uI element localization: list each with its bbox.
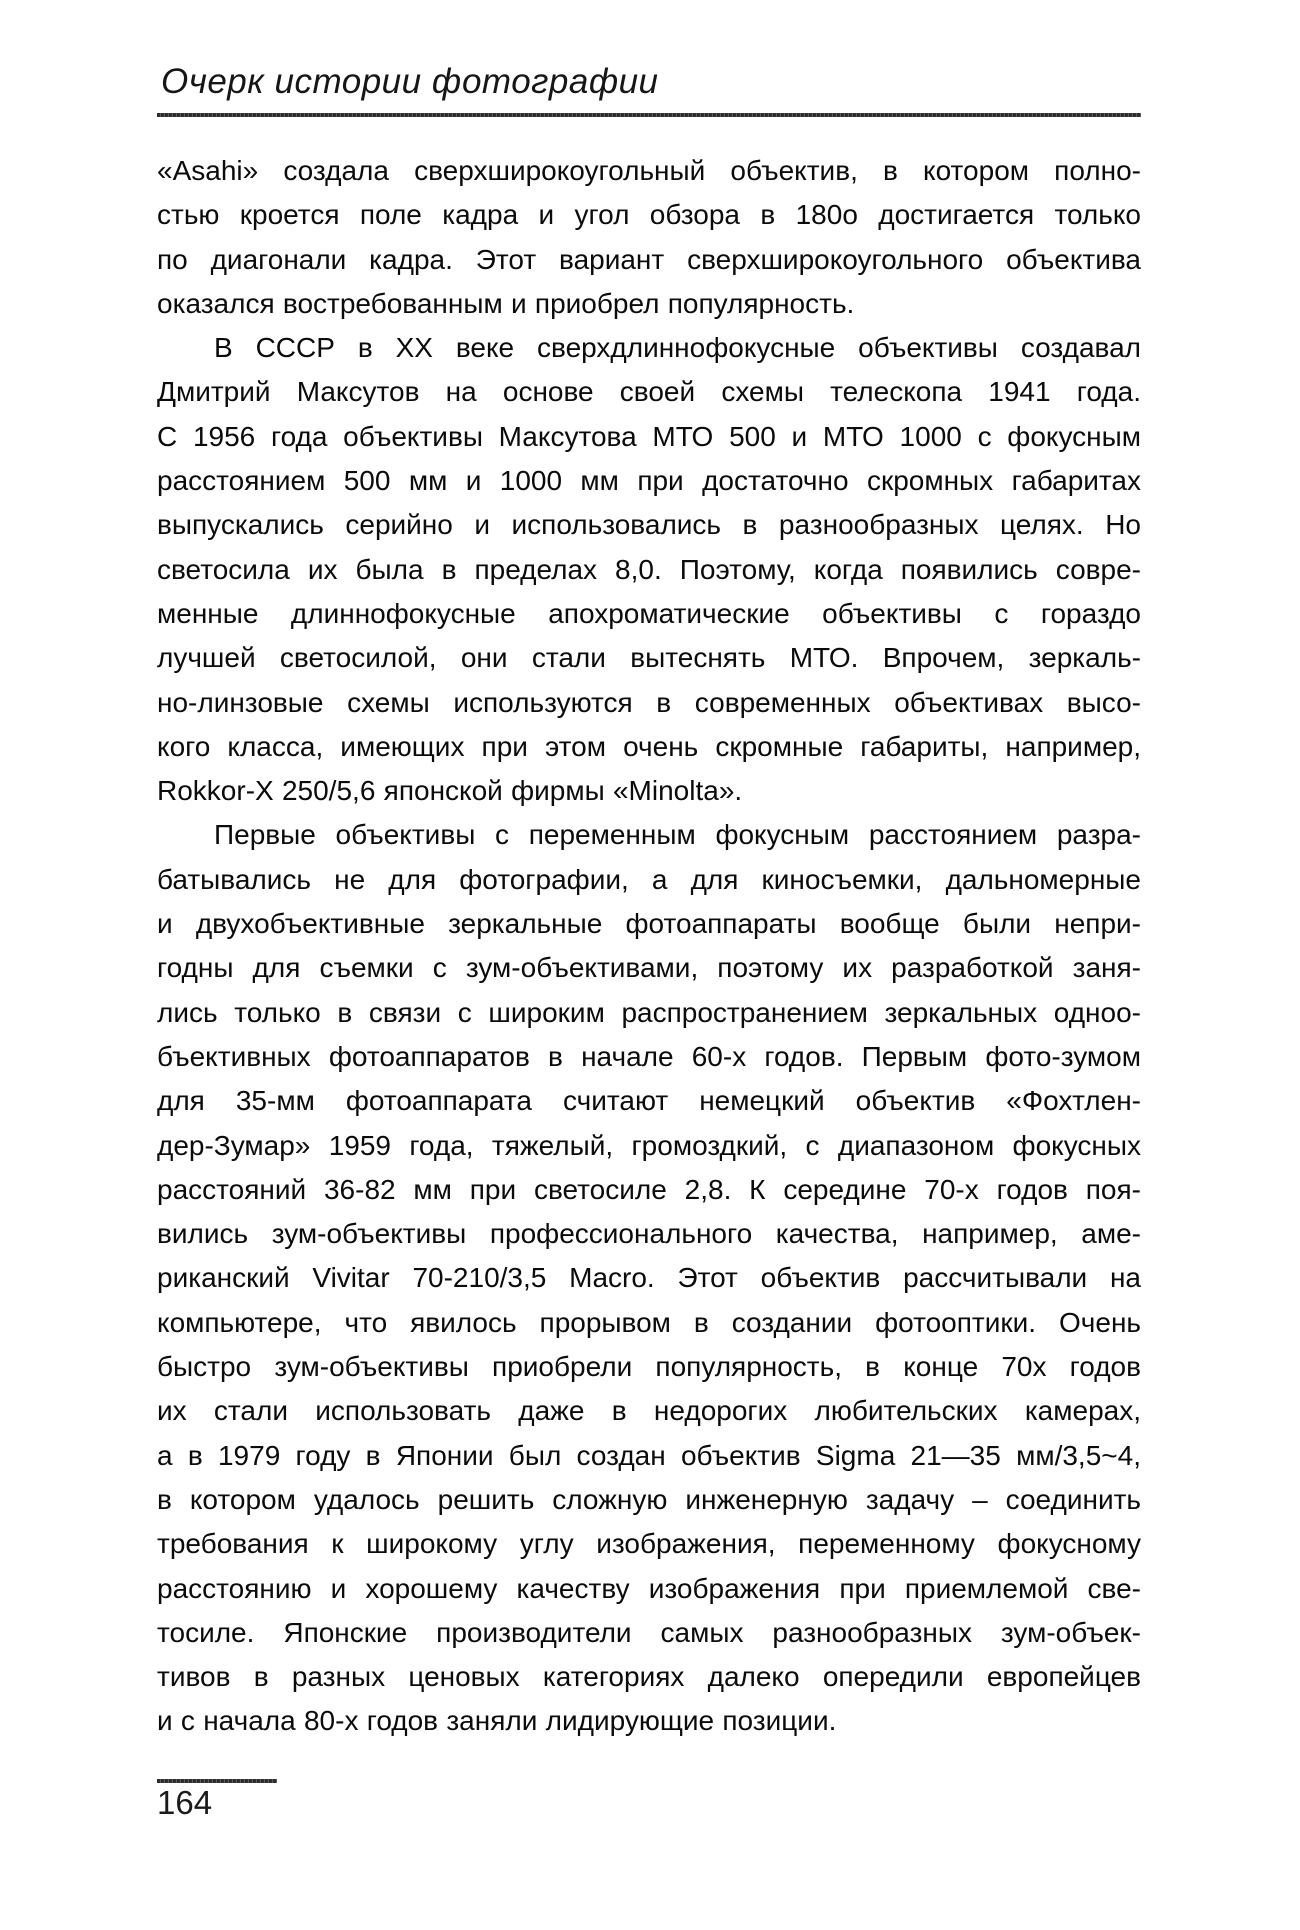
text-line: компьютере, что явилось прорывом в создании фотооптики. Очень (157, 1306, 1141, 1338)
text-line: годны для съемки с зум-объективами, поэтому их разработкой заня- (157, 952, 1141, 984)
text-line: оказался востребованным и приобрел популярность. (157, 287, 855, 319)
text-line: вились зум-объективы профессионального качества, например, аме- (157, 1218, 1141, 1250)
text-line: их стали использовать даже в недорогих любительских камерах, (157, 1395, 1141, 1427)
text-line: и двухобъективные зеркальные фотоаппараты вообще были непри- (157, 908, 1141, 940)
footer-rule (157, 1779, 277, 1783)
text-line: и с начала 80-х годов заняли лидирующие позиции. (157, 1705, 837, 1737)
text-line: дер-Зумар» 1959 года, тяжелый, громоздкий, с диапазоном фокусных (157, 1129, 1141, 1161)
text-line: для 35-мм фотоаппарата считают немецкий объектив «Фохтлен- (157, 1085, 1141, 1117)
text-line: Rokkor-X 250/5,6 японской фирмы «Minolta». (157, 775, 743, 807)
text-line: кого класса, имеющих при этом очень скромные габариты, например, (157, 730, 1141, 762)
running-head: Очерк истории фотографии (161, 62, 659, 101)
text-line: В СССР в ХХ веке сверхдлиннофокусные объективы создавал (214, 332, 1141, 364)
text-line: тивов в разных ценовых категориях далеко опередили европейцев (157, 1661, 1141, 1693)
text-line: С 1956 года объективы Максутова МТО 500 и МТО 1000 с фокусным (157, 420, 1141, 452)
text-line: в котором удалось решить сложную инженерную задачу – соединить (157, 1483, 1141, 1515)
page-number: 164 (157, 1784, 213, 1821)
text-line: лись только в связи с широким распространением зеркальных одноо- (157, 996, 1141, 1028)
text-line: требования к широкому углу изображения, переменному фокусному (157, 1528, 1141, 1560)
text-line: «Asahi» создала сверхширокоугольный объектив, в котором полно- (157, 155, 1141, 186)
text-line: а в 1979 году в Японии был создан объектив Sigma 21—35 мм/3,5~4, (157, 1439, 1141, 1471)
text-line: тосиле. Японские производители самых разнообразных зум-объек- (157, 1616, 1141, 1648)
text-line: по диагонали кадра. Этот вариант сверхширокоугольного объектива (157, 243, 1141, 275)
text-line: Первые объективы с переменным фокусным расстоянием разра- (214, 819, 1141, 851)
text-line: стью кроется поле кадра и угол обзора в 180о достигается только (157, 199, 1141, 231)
text-line: расстояний 36-82 мм при светосиле 2,8. К середине 70-х годов поя- (157, 1173, 1141, 1205)
text-line: батывались не для фотографии, а для киносъемки, дальномерные (157, 863, 1141, 895)
text-line: быстро зум-объективы приобрели популярность, в конце 70х годов (157, 1351, 1141, 1383)
text-line: выпускались серийно и использовались в разнообразных целях. Но (157, 509, 1141, 541)
text-line: но-линзовые схемы используются в современных объективах высо- (157, 686, 1141, 718)
header-rule (157, 113, 1141, 117)
text-line: расстоянию и хорошему качеству изображения при приемлемой све- (157, 1572, 1141, 1604)
text-line: Дмитрий Максутов на основе своей схемы телескопа 1941 года. (157, 376, 1141, 408)
text-line: светосила их была в пределах 8,0. Поэтому, когда появились совре- (157, 553, 1141, 585)
text-line: менные длиннофокусные апохроматические объективы с гораздо (157, 597, 1141, 629)
text-line: риканский Vivitar 70-210/3,5 Macro. Этот объектив рассчитывали на (157, 1262, 1141, 1294)
body-text (157, 149, 1141, 1744)
text-line: лучшей светосилой, они стали вытеснять МТО. Впрочем, зеркаль- (157, 642, 1141, 674)
text-line: бъективных фотоаппаратов в начале 60-х годов. Первым фото-зумом (157, 1040, 1141, 1072)
text-line: расстоянием 500 мм и 1000 мм при достаточно скромных габаритах (157, 465, 1141, 497)
